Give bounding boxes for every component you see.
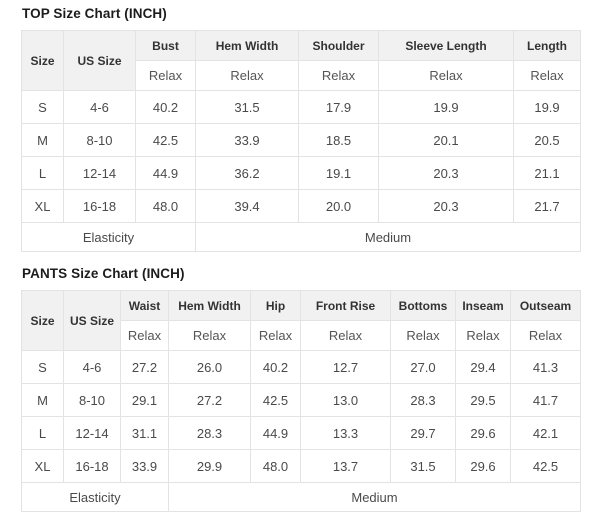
value-cell: 41.3 (511, 351, 581, 384)
size-column-header: Size (22, 31, 64, 91)
table-row (22, 384, 581, 417)
value-cell: 29.9 (169, 450, 251, 483)
us-size-range-cell: 8-10 (64, 124, 136, 157)
fit-cell: Relax (299, 61, 379, 91)
fit-cell: Relax (514, 61, 581, 91)
size-label-cell: S (22, 351, 64, 384)
value-cell: 29.6 (456, 417, 511, 450)
value-cell: 28.3 (169, 417, 251, 450)
elasticity-row (22, 223, 581, 252)
size-label-cell: L (22, 417, 64, 450)
value-cell: 12.7 (301, 351, 391, 384)
value-cell: 31.5 (196, 91, 299, 124)
value-cell: 29.5 (456, 384, 511, 417)
col-header-inseam: Inseam (456, 291, 511, 321)
fit-cell: Relax (301, 321, 391, 351)
pants-header-row (22, 291, 581, 321)
value-cell: 41.7 (511, 384, 581, 417)
value-cell: 48.0 (136, 190, 196, 223)
table-row (22, 450, 581, 483)
pants-size-table (21, 290, 581, 512)
value-cell: 44.9 (251, 417, 301, 450)
size-column-header: Size (22, 291, 64, 351)
value-cell: 20.1 (379, 124, 514, 157)
value-cell: 27.0 (391, 351, 456, 384)
value-cell: 40.2 (251, 351, 301, 384)
table-row (22, 91, 581, 124)
top-size-table (21, 30, 581, 252)
elasticity-value-cell: Medium (196, 223, 581, 252)
pants-chart-title: PANTS Size Chart (INCH) (22, 266, 185, 281)
value-cell: 19.9 (514, 91, 581, 124)
value-cell: 20.3 (379, 190, 514, 223)
size-label-cell: S (22, 91, 64, 124)
value-cell: 28.3 (391, 384, 456, 417)
value-cell: 29.4 (456, 351, 511, 384)
col-header-sleeve-length: Sleeve Length (379, 31, 514, 61)
col-header-length: Length (514, 31, 581, 61)
col-header-bust: Bust (136, 31, 196, 61)
us-size-column-header: US Size (64, 291, 121, 351)
value-cell: 39.4 (196, 190, 299, 223)
value-cell: 31.5 (391, 450, 456, 483)
fit-cell: Relax (379, 61, 514, 91)
us-size-range-cell: 4-6 (64, 351, 121, 384)
top-chart-title: TOP Size Chart (INCH) (22, 6, 167, 21)
top-header-row (22, 31, 581, 61)
size-label-cell: M (22, 124, 64, 157)
fit-cell: Relax (456, 321, 511, 351)
table-row (22, 351, 581, 384)
value-cell: 20.3 (379, 157, 514, 190)
table-row (22, 417, 581, 450)
value-cell: 42.5 (511, 450, 581, 483)
us-size-range-cell: 16-18 (64, 190, 136, 223)
col-header-shoulder: Shoulder (299, 31, 379, 61)
fit-cell: Relax (251, 321, 301, 351)
us-size-range-cell: 12-14 (64, 157, 136, 190)
col-header-hip: Hip (251, 291, 301, 321)
fit-cell: Relax (136, 61, 196, 91)
size-label-cell: L (22, 157, 64, 190)
value-cell: 36.2 (196, 157, 299, 190)
col-header-front-rise: Front Rise (301, 291, 391, 321)
us-size-range-cell: 16-18 (64, 450, 121, 483)
us-size-range-cell: 12-14 (64, 417, 121, 450)
fit-cell: Relax (511, 321, 581, 351)
elasticity-label-cell: Elasticity (22, 483, 169, 512)
fit-cell: Relax (169, 321, 251, 351)
value-cell: 13.7 (301, 450, 391, 483)
col-header-hem-width: Hem Width (196, 31, 299, 61)
size-label-cell: XL (22, 450, 64, 483)
value-cell: 33.9 (121, 450, 169, 483)
value-cell: 13.0 (301, 384, 391, 417)
value-cell: 29.7 (391, 417, 456, 450)
value-cell: 42.5 (136, 124, 196, 157)
value-cell: 18.5 (299, 124, 379, 157)
value-cell: 42.5 (251, 384, 301, 417)
elasticity-label-cell: Elasticity (22, 223, 196, 252)
value-cell: 27.2 (169, 384, 251, 417)
value-cell: 42.1 (511, 417, 581, 450)
elasticity-row (22, 483, 581, 512)
col-header-outseam: Outseam (511, 291, 581, 321)
value-cell: 26.0 (169, 351, 251, 384)
value-cell: 19.1 (299, 157, 379, 190)
value-cell: 21.7 (514, 190, 581, 223)
fit-cell: Relax (391, 321, 456, 351)
value-cell: 44.9 (136, 157, 196, 190)
value-cell: 48.0 (251, 450, 301, 483)
value-cell: 29.1 (121, 384, 169, 417)
table-row (22, 157, 581, 190)
value-cell: 13.3 (301, 417, 391, 450)
fit-cell: Relax (196, 61, 299, 91)
table-row (22, 190, 581, 223)
value-cell: 17.9 (299, 91, 379, 124)
value-cell: 40.2 (136, 91, 196, 124)
elasticity-value-cell: Medium (169, 483, 581, 512)
value-cell: 20.5 (514, 124, 581, 157)
value-cell: 27.2 (121, 351, 169, 384)
value-cell: 33.9 (196, 124, 299, 157)
size-label-cell: XL (22, 190, 64, 223)
col-header-hem-width: Hem Width (169, 291, 251, 321)
us-size-range-cell: 4-6 (64, 91, 136, 124)
value-cell: 29.6 (456, 450, 511, 483)
col-header-bottoms: Bottoms (391, 291, 456, 321)
col-header-waist: Waist (121, 291, 169, 321)
us-size-range-cell: 8-10 (64, 384, 121, 417)
value-cell: 19.9 (379, 91, 514, 124)
us-size-column-header: US Size (64, 31, 136, 91)
fit-cell: Relax (121, 321, 169, 351)
size-label-cell: M (22, 384, 64, 417)
table-row (22, 124, 581, 157)
value-cell: 31.1 (121, 417, 169, 450)
value-cell: 20.0 (299, 190, 379, 223)
value-cell: 21.1 (514, 157, 581, 190)
